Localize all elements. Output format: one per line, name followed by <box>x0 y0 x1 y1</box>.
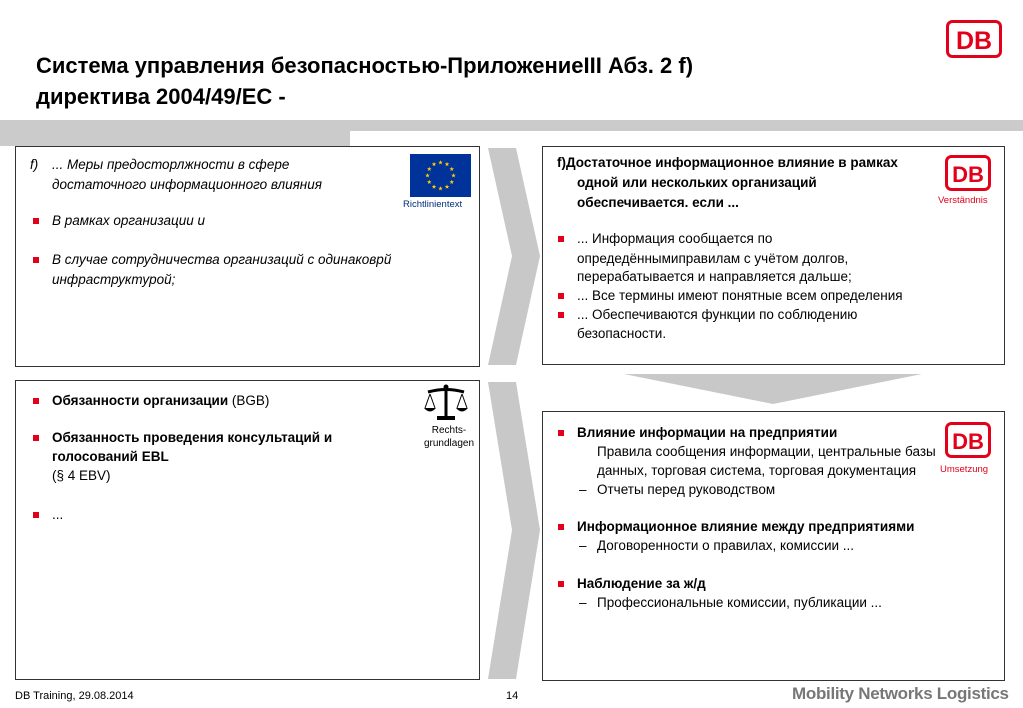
understanding-line1: f)Достаточное информационное влияние в рамках <box>557 155 898 170</box>
page-title <box>36 50 693 112</box>
header-bar <box>0 120 1023 131</box>
understanding-bullet-1-line1: ... Информация сообщается по <box>577 229 772 249</box>
legal-bullet-3: ... <box>52 505 63 525</box>
db-logo-umsetzung-text: DB <box>952 429 984 454</box>
directive-item-f-line1: ... Меры предосторлжности в сфере <box>52 157 290 172</box>
rechtsgrundlagen-label-line1: Rechts- <box>431 425 467 436</box>
implementation-group-1-sub-1-line2: данных, торговая система, торговая документация <box>597 463 917 478</box>
page-number: 14 <box>506 690 519 702</box>
footer-left: DB Training, 29.08.2014 <box>15 690 134 702</box>
db-logo-umsetzung <box>942 421 994 459</box>
implementation-group-2-sub-1: – Договоренности о правилах, комиссии ... <box>597 536 854 556</box>
header-bar-tab <box>0 131 350 146</box>
chevron-arrow-top <box>486 146 542 367</box>
understanding-bullet-1-line3: перерабатывается и направляется дальше; <box>577 269 852 284</box>
understanding-bullet-1-line2: опредедённымиправилам с учётом долгов, <box>577 251 849 266</box>
directive-item-f-marker: f) <box>30 157 39 172</box>
legal-bullet-1 <box>52 391 269 411</box>
implementation-group-3-title: Наблюдение за ж/д <box>577 574 706 594</box>
implementation-group-1-sub-1-line1: – Правила сообщения информации, центральные базы <box>597 442 937 462</box>
legal-box <box>15 380 480 680</box>
implementation-group-2-title: Информационное влияние между предприятиями <box>577 517 914 537</box>
scales-icon <box>424 384 468 422</box>
understanding-bullet-3-line1: ... Обеспечиваются функции по соблюдению <box>577 305 857 325</box>
page-title-line1: Система управления безопасностью-ПриложениеIII Абз. 2 f) <box>36 53 694 78</box>
chevron-arrow-down <box>622 372 924 406</box>
db-logo-text: DB <box>955 27 993 55</box>
db-logo <box>946 20 1002 58</box>
richtlinientext-label: Richtlinientext <box>403 199 463 210</box>
page-title-line2: директива 2004/49/EC - <box>36 84 286 109</box>
footer-brand: Mobility Networks Logistics <box>792 684 1009 703</box>
implementation-group-1-title: Влияние информации на предприятии <box>577 423 837 443</box>
rechtsgrundlagen-label-line2: grundlagen <box>423 438 475 449</box>
legal-bullet-2-line1: Обязанность проведения консультаций и <box>52 428 332 448</box>
db-logo-verstandnis-text: DB <box>952 162 984 187</box>
legal-bullet-1-normal: (BGB) <box>228 393 270 408</box>
legal-bullet-1-bold: Обязанности организации <box>52 393 229 408</box>
verstandnis-label: Verständnis <box>938 195 988 206</box>
understanding-line3: обеспечивается. если ... <box>577 195 739 210</box>
understanding-bullet-3-line2: безопасности. <box>577 326 667 341</box>
rechtsgrundlagen-label <box>418 424 480 450</box>
implementation-group-1-sub-2: – Отчеты перед руководством <box>597 480 775 500</box>
chevron-arrow-bottom <box>486 380 542 681</box>
understanding-bullet-2: ... Все термины имеют понятные всем определения <box>577 286 903 306</box>
directive-item-f-line2: достаточного информационного влияния <box>52 177 322 192</box>
eu-flag-icon <box>410 154 471 197</box>
directive-bullet-2-line2: инфраструктурой; <box>52 272 176 287</box>
umsetzung-label: Umsetzung <box>940 464 989 475</box>
directive-bullet-2-line1: В случае сотрудничества организаций с одинаковрй <box>52 250 391 270</box>
directive-bullet-1: В рамках организации и <box>52 211 205 231</box>
legal-bullet-2-line3: (§ 4 EBV) <box>52 468 111 483</box>
implementation-group-3-sub-1: – Профессиональные комиссии, публикации ... <box>597 593 882 613</box>
understanding-line2: одной или нескольких организаций <box>577 175 817 190</box>
legal-bullet-2-line2: голосований EBL <box>52 449 169 464</box>
db-logo-verstandnis <box>942 154 994 192</box>
